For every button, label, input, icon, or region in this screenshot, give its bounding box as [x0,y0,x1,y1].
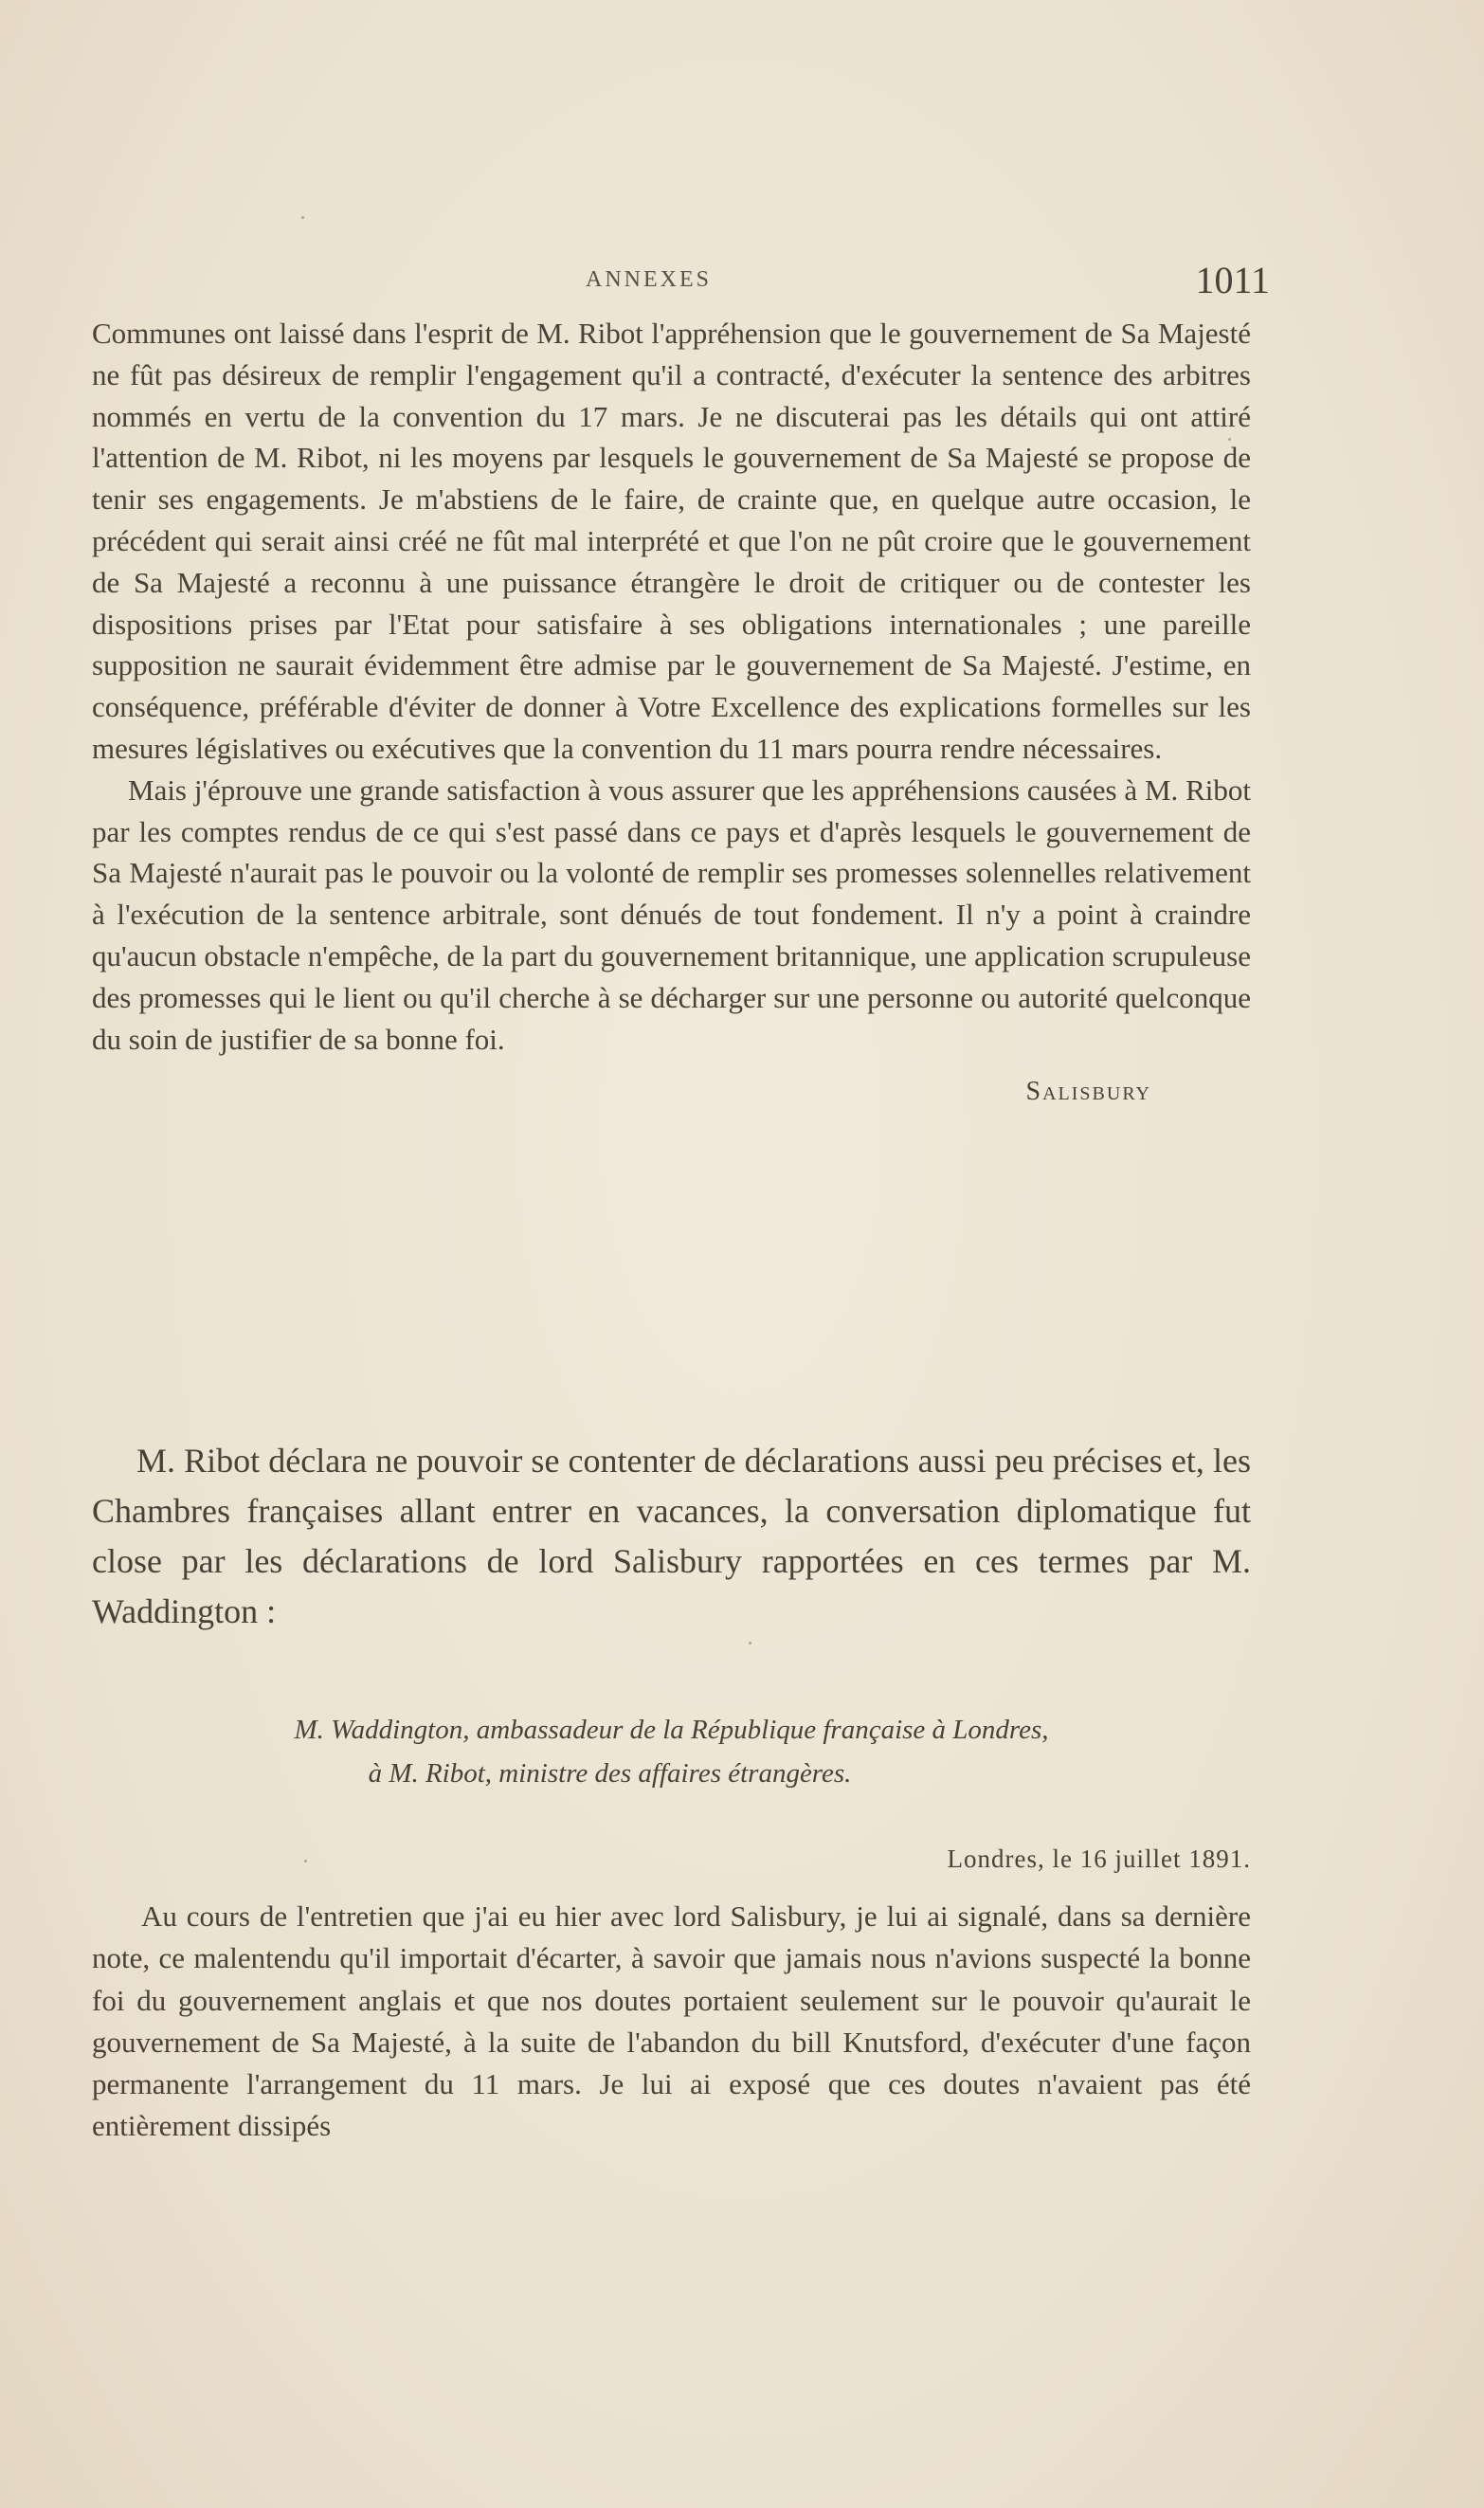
dispatch-heading-line1: M. Waddington, ambassadeur de la République française à Londres, [294,1715,1049,1745]
dispatch-heading [92,1708,1251,1795]
dispatch-body [92,1896,1251,2148]
narrative-block [92,1436,1251,1637]
dateline: Londres, le 16 juillet 1891. [947,1845,1251,1873]
paper-speck [1228,438,1231,441]
page-header [85,258,1270,301]
dispatch-heading-line2: à M. Ribot, ministre des affaires étrangères. [368,1758,852,1789]
letter-text [92,313,1251,1113]
dispatch-paragraph: Au cours de l'entretien que j'ai eu hier avec lord Salisbury, je lui ai signalé, dans sa dernière note, ce malentendu qu'il importait d'écarter, à savoir que jamais nous n'avions suspecté la bonne foi du gouvernement anglais et que nos doutes portaient seulement sur le pouvoir qu'aurait le gouvernement de Sa Majesté, à la suite de l'abandon du bill Knutsford, d'exécuter d'une façon permanente l'arrangement du 11 mars. Je lui ai exposé que ces doutes n'avaient pas été entièrement dissipés [92,1899,1251,2143]
narrative-paragraph: M. Ribot déclara ne pouvoir se contenter de déclarations aussi peu précises et, les Chambres françaises allant entrer en vacances, la conversation diplomatique fut close par les déclarations de lord Salisbury rapportées en ces termes par M. Waddington : [92,1442,1251,1630]
paper-speck [301,216,304,219]
page-number: 1011 [1195,259,1270,301]
letter-paragraph: Communes ont laissé dans l'esprit de M. Ribot l'appréhension que le gouvernement de Sa Majesté ne fût pas désireux de remplir l'engagement qu'il a contracté, d'exécuter la sentence des arbitres nommés en vertu de la convention du 17 mars. Je ne discuterai pas les détails qui ont attiré l'attention de M. Ribot, ni les moyens par lesquels le gouvernement de Sa Majesté se propose de tenir ses engagements. Je m'abstiens de le faire, de crainte que, en quelque autre occasion, le précédent qui serait ainsi créé ne fût mal interprété et que l'on ne pût croire que le gouvernement de Sa Majesté a reconnu à une puissance étrangère le droit de critiquer ou de contester les dispositions prises par l'Etat pour satisfaire à ses obligations internationales ; une pareille supposition ne saurait évidemment être admise par le gouvernement de Sa Majesté. J'estime, en conséquence, préférable d'éviter de donner à Votre Excellence des explications formelles sur les mesures législatives ou exécutives que la convention du 11 mars pourra rendre nécessaires. [92,317,1251,765]
paper-speck [749,1642,751,1645]
running-head: ANNEXES [586,267,712,292]
letter-paragraph: Mais j'éprouve une grande satisfaction à vous assurer que les appréhensions causées à M. Ribot par les comptes rendus de ce qui s'est passé dans ce pays et d'après lesquels le gouvernement de Sa Majesté n'aurait pas le pouvoir ou la volonté de remplir ses promesses solennelles relativement à l'exécution de la sentence arbitrale, sont dénués de tout fondement. Il n'y a point à craindre qu'aucun obstacle n'empêche, de la part du gouvernement britannique, une application scrupuleuse des promesses qui le lient ou qu'il cherche à se décharger sur une personne ou autorité quelconque du soin de justifier de sa bonne foi. [92,772,1251,1056]
paper-speck [304,1860,307,1863]
signature: Salisbury [1025,1077,1151,1107]
